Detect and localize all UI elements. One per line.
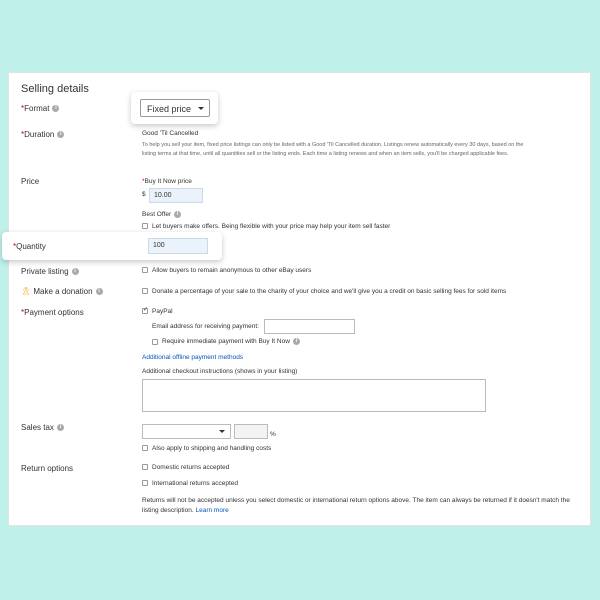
chevron-down-icon xyxy=(219,430,225,433)
quantity-label: *Quantity xyxy=(13,242,46,251)
best-offer-label: Best Offer i xyxy=(142,211,181,218)
require-immediate-option[interactable]: Require immediate payment with Buy It Now i xyxy=(152,338,300,345)
duration-label: *Duration i xyxy=(21,130,64,139)
format-label: *Format i xyxy=(21,104,59,113)
selling-details-panel xyxy=(8,72,591,526)
percent-sign: % xyxy=(270,431,276,438)
international-returns-option[interactable]: International returns accepted xyxy=(142,480,238,487)
returns-note: Returns will not be accepted unless you select domestic or international return options above. The item can always be returned if it doesn't match the listing description. Learn more xyxy=(142,497,570,514)
price-label: Price xyxy=(21,177,40,186)
currency-symbol: $ xyxy=(142,191,146,198)
chevron-down-icon xyxy=(198,107,204,110)
instructions-label: Additional checkout instructions (shows in your listing) xyxy=(142,368,298,375)
ribbon-icon: 🎗 xyxy=(21,287,32,296)
duration-value: Good 'Til Cancelled xyxy=(142,130,199,137)
private-listing-label: Private listing i xyxy=(21,267,79,276)
info-icon[interactable]: i xyxy=(52,105,59,112)
format-select[interactable]: Fixed price xyxy=(140,99,210,117)
donation-checkbox[interactable] xyxy=(142,288,148,294)
paypal-checkbox[interactable] xyxy=(142,308,148,314)
payment-options-label: *Payment options xyxy=(21,308,84,317)
sales-tax-label: Sales tax i xyxy=(21,423,64,432)
also-apply-option[interactable]: Also apply to shipping and handling costs xyxy=(142,445,271,452)
section-title: Selling details xyxy=(21,83,89,95)
paypal-option[interactable]: ✓ PayPal xyxy=(142,308,173,315)
info-icon[interactable]: i xyxy=(72,268,79,275)
best-offer-option[interactable]: Let buyers make offers. Being flexible with your price may help your item sell faster xyxy=(142,223,390,230)
info-icon[interactable]: i xyxy=(57,424,64,431)
format-highlight-card xyxy=(131,92,218,124)
return-options-label: Return options xyxy=(21,464,74,473)
private-listing-option[interactable]: Allow buyers to remain anonymous to other eBay users xyxy=(142,267,311,274)
international-returns-checkbox[interactable] xyxy=(142,480,148,486)
best-offer-checkbox[interactable] xyxy=(142,223,148,229)
info-icon[interactable]: i xyxy=(293,338,300,345)
domestic-returns-checkbox[interactable] xyxy=(142,464,148,470)
info-icon[interactable]: i xyxy=(57,131,64,138)
quantity-highlight-card xyxy=(2,232,222,260)
info-icon[interactable]: i xyxy=(174,211,181,218)
buy-it-now-label: *Buy It Now price xyxy=(142,178,192,185)
also-apply-checkbox[interactable] xyxy=(142,445,148,451)
sales-tax-rate-input[interactable] xyxy=(234,424,268,439)
require-immediate-checkbox[interactable] xyxy=(152,339,158,345)
additional-payment-link[interactable]: Additional offline payment methods xyxy=(142,354,244,361)
domestic-returns-option[interactable]: Domestic returns accepted xyxy=(142,464,229,471)
private-listing-checkbox[interactable] xyxy=(142,267,148,273)
email-input[interactable] xyxy=(264,319,355,334)
donation-label: 🎗 Make a donation i xyxy=(21,287,103,296)
duration-help: To help you sell your item, fixed price listings can only be listed with a Good 'Til Cancelled duration. Listings renew automatically every 30 days, based on the listing terms at that time, until all quantities sell or the listing ends. Each time a listing renews and when an item sells, you'll be charged applicable fees. xyxy=(142,142,524,157)
learn-more-link[interactable]: Learn more xyxy=(195,506,229,514)
quantity-input[interactable]: 100 xyxy=(148,238,208,254)
email-label: Email address for receiving payment: xyxy=(152,323,259,330)
instructions-textarea[interactable] xyxy=(142,379,486,412)
price-input[interactable]: 10.00 xyxy=(149,188,203,203)
sales-tax-state-select[interactable] xyxy=(142,424,231,439)
donation-option[interactable]: Donate a percentage of your sale to the charity of your choice and we'll give you a credit on basic selling fees for sold items xyxy=(142,288,506,295)
info-icon[interactable]: i xyxy=(96,288,103,295)
